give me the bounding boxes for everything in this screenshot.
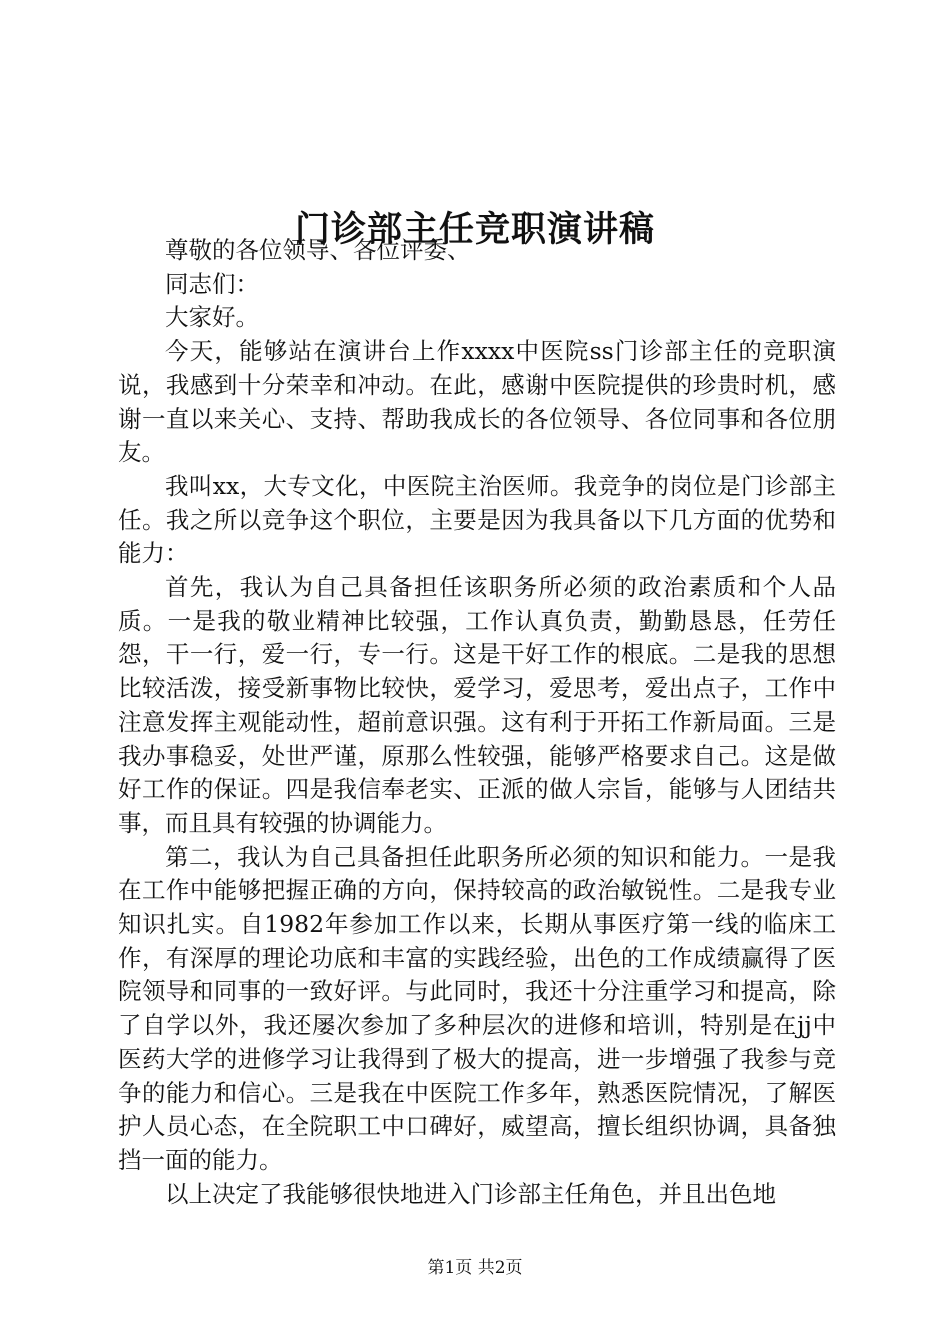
paragraph-comrades: 同志们：	[165, 269, 259, 298]
paragraph-intro: 今天，能够站在演讲台上作xxxx中医院ss门诊部主任的竞职演说，我感到十分荣幸和冲动。在此，感谢中医院提供的珍贵时机，感谢一直以来关心、支持、帮助我成长的各位领导、各位同事和各位朋友。	[118, 337, 836, 467]
document-title: 门诊部主任竞职演讲稿	[294, 209, 655, 251]
paragraph-first-point: 首先，我认为自己具备担任该职务所必须的政治素质和个人品质。一是我的敬业精神比较强，工作认真负责，勤勤恳恳，任劳任怨，干一行，爱一行，专一行。这是干好工作的根底。二是我的思想比较活泼，接受新事物比较快，爱学习，爱思考，爱出点子，工作中注意发挥主观能动性，超前意识强。这有利于开拓工作新局面。三是我办事稳妥，处世严谨，原那么性较强，能够严格要求自己。这是做好工作的保证。四是我信奉老实、正派的做人宗旨，能够与人团结共事，而且具有较强的协调能力。	[118, 573, 836, 837]
paragraph-greeting: 尊敬的各位领导、各位评委、	[165, 236, 471, 264]
document-body	[118, 234, 836, 1211]
paragraph-conclusion: 以上决定了我能够很快地进入门诊部主任角色，并且出色地	[165, 1179, 776, 1208]
paragraph-hello: 大家好。	[165, 303, 259, 332]
paragraph-self-introduction: 我叫xx，大专文化，中医院主治医师。我竞争的岗位是门诊部主任。我之所以竞争这个职位，主要是因为我具备以下几方面的优势和能力：	[118, 471, 836, 568]
paragraph-second-point: 第二，我认为自己具备担任此职务所必须的知识和能力。一是我在工作中能够把握正确的方向，保持较高的政治敏锐性。二是我专业知识扎实。自1982年参加工作以来，长期从事医疗第一线的临床工作，有深厚的理论功底和丰富的实践经验，出色的工作成绩赢得了医院领导和同事的一致好评。与此同时，我还十分注重学习和提高，除了自学以外，我还屡次参加了多种层次的进修和培训，特别是在jj中医药大学的进修学习让我得到了极大的提高，进一步增强了我参与竞争的能力和信心。三是我在中医院工作多年，熟悉医院情况，了解医护人员心态，在全院职工中口碑好，威望高，擅长组织协调，具备独挡一面的能力。	[118, 842, 836, 1174]
page-footer: 第1页 共2页	[427, 1258, 523, 1278]
